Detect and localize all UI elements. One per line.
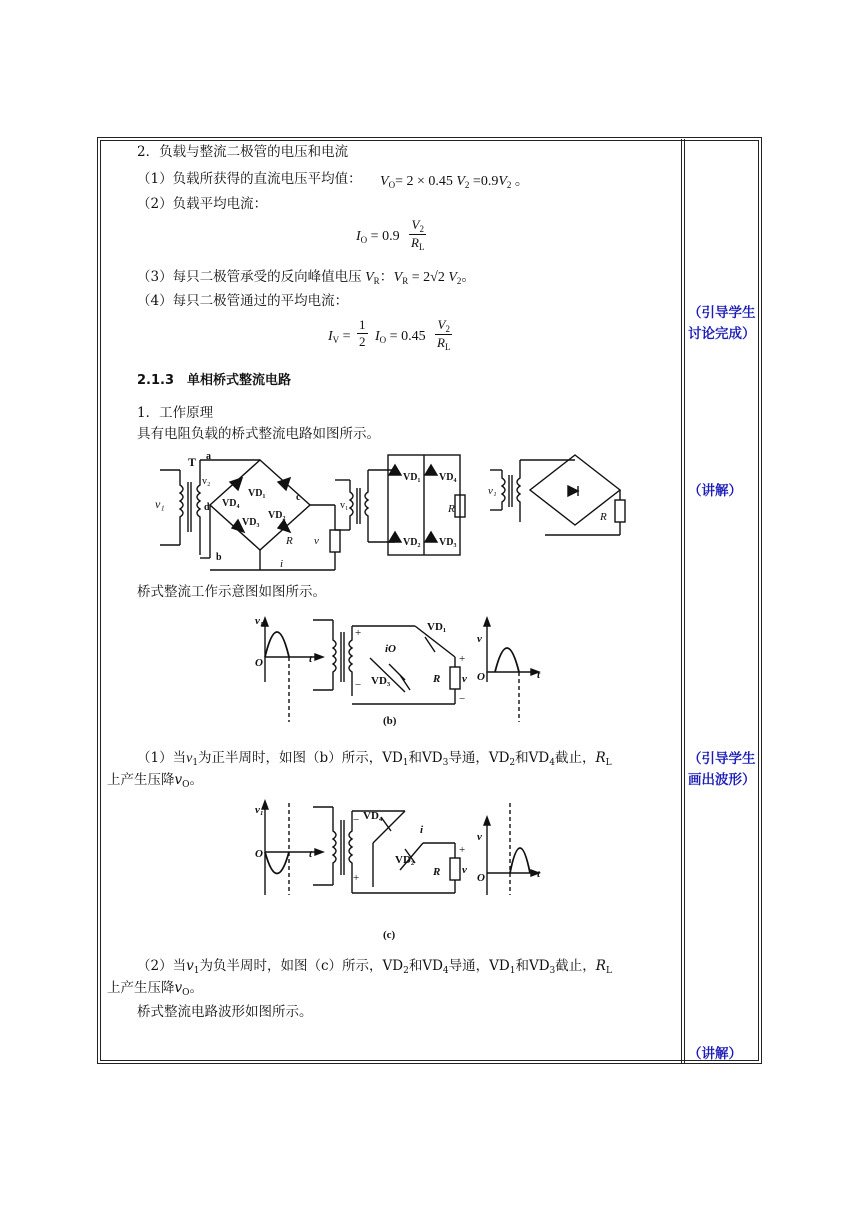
fraction-half: $\frac{1}{2}$: [359, 317, 366, 349]
section-heading: 2.1.3 单相桥式整流电路: [137, 373, 292, 388]
item-2-text: （2）负载平均电流：: [137, 196, 268, 212]
svg-text:VD₁: VD₁: [427, 621, 447, 633]
wave-desc: 桥式整流电路波形如图所示。: [137, 1004, 313, 1020]
svg-text:+: +: [353, 872, 360, 884]
svg-text:v: v: [462, 673, 467, 685]
svg-text:R: R: [433, 866, 441, 878]
svg-text:O: O: [477, 671, 485, 683]
note-explain-1: （讲解）: [688, 483, 742, 499]
principle-title: 1．工作原理: [137, 405, 214, 421]
svg-text:R: R: [286, 535, 293, 547]
para-2-line-2: 上产生压降$v_O$。: [107, 980, 204, 998]
svg-text:VD₁: VD₁: [403, 472, 421, 483]
svg-text:v: v: [477, 831, 482, 843]
svg-text:VD₄: VD₄: [439, 472, 457, 483]
svg-text:v: v: [314, 535, 319, 547]
svg-text:R: R: [600, 511, 607, 523]
svg-text:VD₄: VD₄: [222, 498, 240, 509]
fraction-v2-rl-2: $\frac{V_2}{R_L}$: [437, 317, 451, 352]
bridge-desc: 桥式整流工作示意图如图所示。: [137, 584, 326, 600]
svg-text:v₂: v₂: [202, 476, 211, 487]
svg-text:c: c: [296, 492, 301, 503]
principle-desc: 具有电阻负载的桥式整流电路如图所示。: [137, 426, 380, 442]
para-1-line-2: 上产生压降$v_O$。: [107, 772, 204, 790]
svg-text:t: t: [537, 868, 541, 880]
fraction-v2-rl: $\frac{V_2}{R_L}$: [411, 217, 425, 252]
svg-text:R: R: [433, 673, 441, 685]
svg-text:O: O: [255, 657, 263, 669]
svg-text:v₁: v₁: [155, 497, 165, 511]
svg-text:T: T: [188, 455, 197, 469]
formula-iv: $I_V$ =: [328, 329, 351, 345]
item-4-text: （4）每只二极管通过的平均电流：: [137, 293, 349, 309]
para-2-line-1: （2）当$v_1$为负半周时，如图（c）所示，$VD_2$和$VD_4$导通，$VD_1$和$VD_3$截止，$R_L$: [137, 958, 612, 976]
note-explain-2: （讲解）: [688, 1046, 742, 1062]
svg-text:v₁: v₁: [255, 804, 264, 816]
svg-text:b: b: [216, 552, 222, 563]
svg-text:i: i: [280, 558, 284, 570]
svg-text:VD₂: VD₂: [268, 510, 286, 521]
svg-text:−: −: [353, 814, 360, 826]
figure-b-caption: (b): [383, 715, 397, 727]
svg-text:+: +: [459, 653, 466, 665]
svg-text:v: v: [477, 633, 482, 645]
svg-text:O: O: [255, 848, 263, 860]
formula-vo: $V_O= 2 \times 0.45$ $V_2 =0.9V_2$ 。: [380, 174, 529, 190]
svg-text:VD₂: VD₂: [395, 854, 415, 866]
figure-b: [255, 612, 545, 732]
svg-text:d: d: [204, 502, 210, 513]
column-divider: [681, 139, 685, 1063]
svg-text:t: t: [309, 848, 313, 860]
bridge-circuit-figure: [150, 450, 630, 580]
svg-text:t: t: [537, 669, 541, 681]
svg-text:v₁: v₁: [488, 485, 497, 497]
svg-text:−: −: [459, 693, 466, 705]
svg-text:v: v: [462, 864, 467, 876]
svg-text:VD₄: VD₄: [363, 810, 383, 822]
svg-text:v₁: v₁: [255, 615, 264, 627]
formula-io: $I_O = 0.9$: [356, 229, 400, 245]
formula-iv-2: $I_O = 0.45$: [375, 329, 426, 345]
svg-text:t: t: [309, 653, 313, 665]
svg-text:iO: iO: [385, 643, 396, 655]
svg-text:i: i: [420, 824, 424, 836]
svg-text:v₁: v₁: [340, 500, 349, 511]
svg-text:VD₃: VD₃: [439, 537, 457, 548]
svg-text:O: O: [477, 872, 485, 884]
section-title: 2．负载与整流二极管的电压和电流: [137, 144, 349, 160]
item-1-text: （1）负载所获得的直流电压平均值：: [137, 171, 362, 187]
para-1-line-1: （1）当$v_1$为正半周时，如图（b）所示，$VD_1$和$VD_3$导通，$VD_2$和$VD_4$截止，$R_L$: [137, 750, 612, 768]
note-discussion: （引导学生讨论完成）: [688, 305, 756, 342]
svg-text:VD₁: VD₁: [248, 488, 266, 499]
item-3-text: （3）每只二极管承受的反向峰值电压 $V_R$：$V_R = 2√2$ $V_2$。: [137, 269, 476, 286]
svg-text:VD₂: VD₂: [403, 537, 421, 548]
svg-text:VD₃: VD₃: [242, 517, 260, 528]
svg-text:−: −: [355, 679, 362, 691]
svg-text:R: R: [448, 503, 455, 515]
svg-text:VD₃: VD₃: [371, 675, 391, 687]
figure-c: [255, 795, 545, 945]
note-draw-waveform: （引导学生画出波形）: [688, 751, 756, 788]
figure-c-caption: (c): [383, 929, 396, 941]
svg-text:+: +: [355, 627, 362, 639]
svg-text:a: a: [206, 451, 211, 462]
svg-text:+: +: [459, 844, 466, 856]
